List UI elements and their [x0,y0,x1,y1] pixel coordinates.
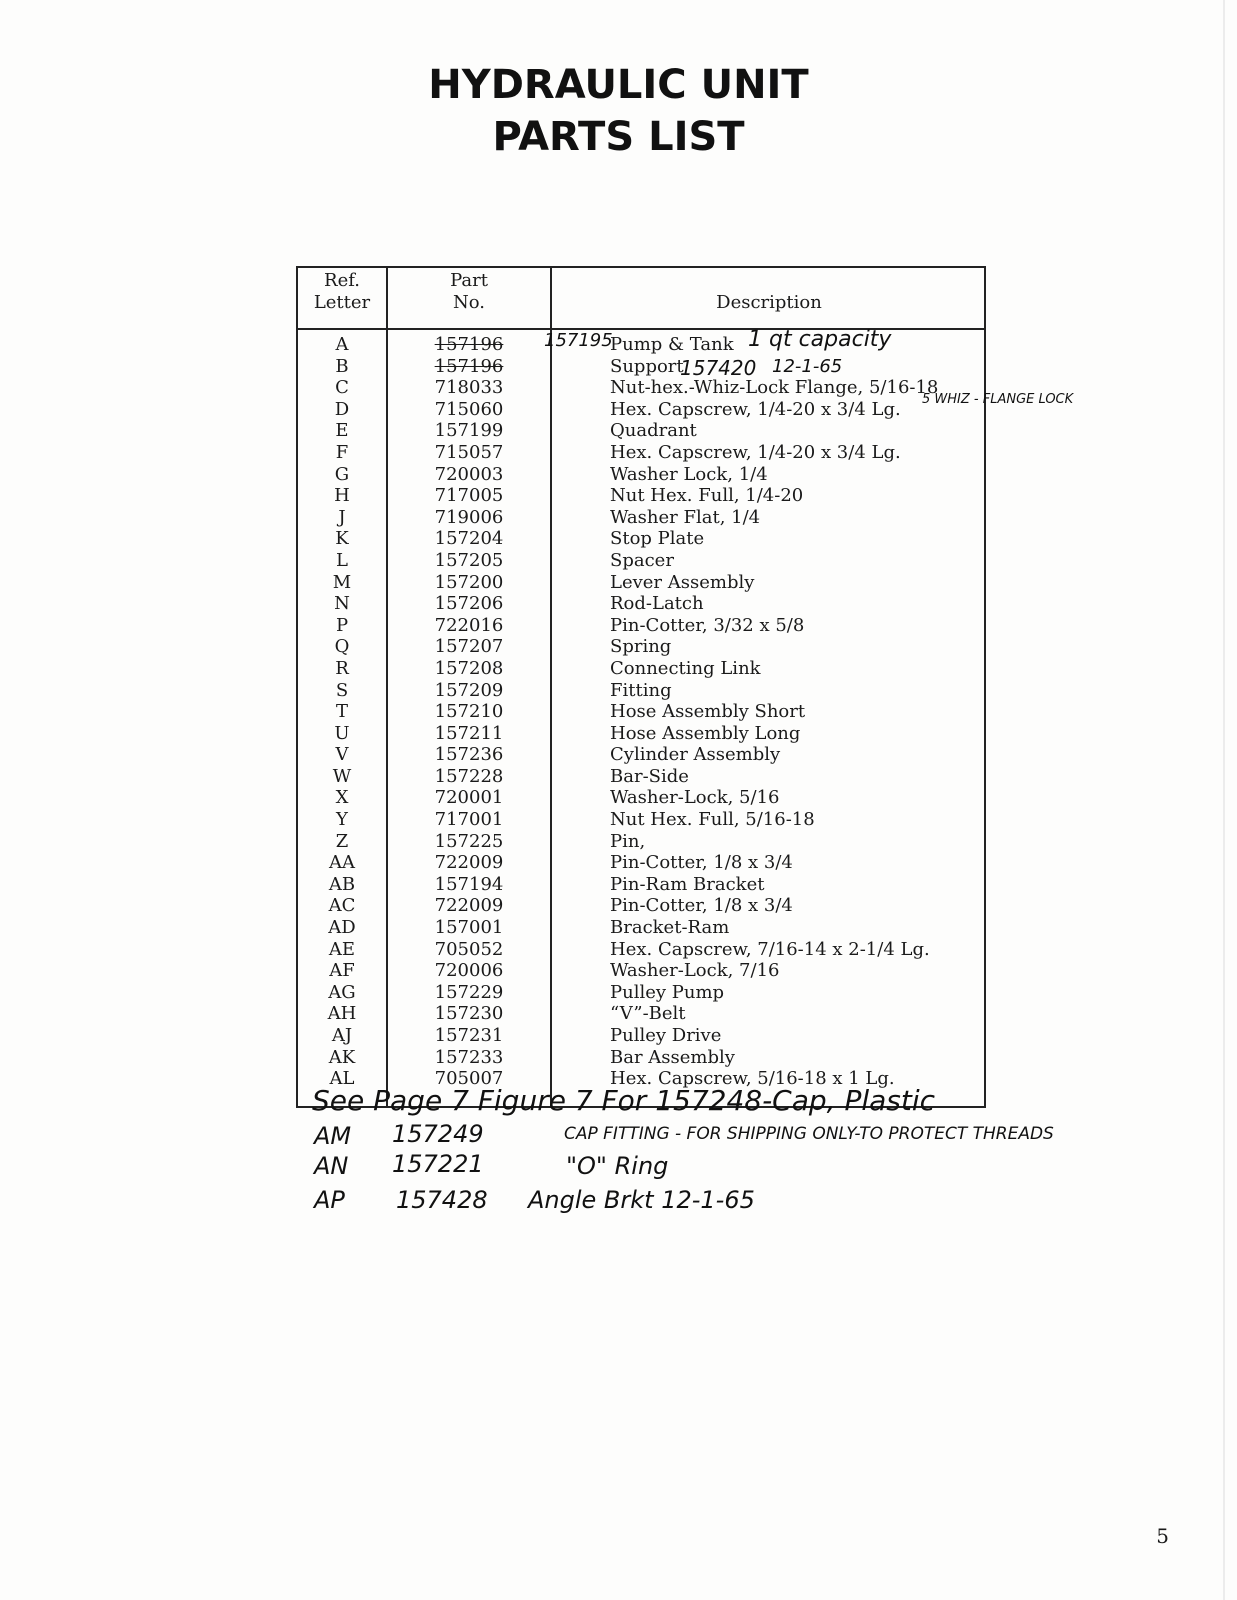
description-cell: Hose Assembly Long [610,722,801,744]
handwritten-am-ref: AM [314,1122,352,1150]
description-cell: Spring [610,636,672,658]
description-cell: Bar-Side [610,765,689,787]
table-row [298,895,984,917]
handwritten-capacity: 1 qt capacity [748,327,892,352]
table-row [298,680,984,702]
ref-letter-cell: N [334,593,350,615]
table-row [298,1047,984,1069]
description-cell: Rod-Latch [610,593,704,615]
table-row [298,420,984,442]
part-number-cell: 157210 [434,701,504,723]
ref-letter-cell: X [335,787,349,809]
part-number-cell: 717005 [434,485,504,507]
ref-letter-cell: C [335,377,349,399]
table-row [298,809,984,831]
part-number-cell: 722009 [434,895,504,917]
part-number-cell: 157205 [434,549,504,571]
table-row [298,550,984,572]
table-row [298,377,984,399]
page-number: 5 [1156,1524,1169,1548]
table-row [298,464,984,486]
part-number-cell: 157194 [434,873,504,895]
ref-letter-cell: U [334,722,350,744]
table-row [298,917,984,939]
ref-letter-cell: AC [328,895,356,917]
part-number-cell: 157207 [434,636,504,658]
ref-letter-cell: T [335,701,348,723]
part-number-cell: 717001 [434,809,504,831]
description-cell: Nut Hex. Full, 1/4-20 [610,485,804,507]
ref-letter-cell: P [335,614,349,636]
ref-letter-cell: A [335,334,349,355]
description-header: Description [716,292,822,313]
handwritten-part-b: 157420 [680,356,757,380]
description-cell: Bracket-Ram [610,917,730,939]
description-cell: Fitting [610,679,672,701]
part-number-cell: 157211 [434,722,504,744]
ref-letter-cell: W [332,765,352,787]
table-row [298,658,984,680]
table-row [298,442,984,464]
part-number-cell: 157231 [434,1025,504,1046]
description-cell: Lever Assembly [610,571,755,593]
description-cell: Pin-Cotter, 1/8 x 3/4 [610,852,793,874]
ref-letter-cell: AF [329,960,355,982]
ref-letter-cell: E [335,420,349,442]
ref-letter-cell: F [335,441,349,463]
description-cell: Washer Lock, 1/4 [610,463,768,485]
part-number-cell: 720001 [434,787,504,809]
table-row [298,1003,984,1025]
ref-letter-cell: AA [329,852,355,874]
table-row [298,636,984,658]
handwritten-flange-lock: 5 WHIZ - FLANGE LOCK [922,392,1074,407]
part-number-cell: 157200 [434,571,504,593]
ref-letter-cell: R [335,657,349,679]
ref-letter-cell: AL [329,1068,355,1090]
part-number-cell: 157229 [434,981,504,1003]
description-cell: Pump & Tank [610,334,734,355]
table-row [298,831,984,853]
description-cell: Nut Hex. Full, 5/16-18 [610,809,815,831]
ref-letter-cell: M [332,571,352,593]
part-number-cell: 157001 [434,917,504,939]
part-number-cell: 705007 [434,1068,504,1090]
description-cell: Hose Assembly Short [610,701,806,723]
description-cell: Pin, [610,830,646,852]
ref-letter-cell: AH [327,1003,357,1025]
table-row [298,982,984,1004]
ref-letter-cell: Y [336,809,348,831]
description-cell: Washer-Lock, 5/16 [610,787,780,809]
description-cell: Hex. Capscrew, 7/16-14 x 2-1/4 Lg. [610,938,930,960]
ref-letter-cell: V [335,744,349,766]
description-cell: Hex. Capscrew, 1/4-20 x 3/4 Lg. [610,398,901,420]
table-row [298,787,984,809]
description-cell: Hex. Capscrew, 5/16-18 x 1 Lg. [610,1068,895,1090]
ref-letter-cell: G [334,463,350,485]
description-cell: Pin-Cotter, 1/8 x 3/4 [610,895,793,917]
part-number-cell: 157225 [434,830,504,852]
header-part-line2: No. [453,292,485,313]
ref-letter-cell: Q [334,636,350,658]
table-row [298,615,984,637]
handwritten-ap-ref: AP [314,1186,345,1214]
handwritten-ap-part: 157428 [396,1186,488,1214]
table-row [298,507,984,529]
part-number-cell: 157196 [434,334,504,355]
description-cell: Washer Flat, 1/4 [610,506,761,528]
description-cell: Quadrant [610,420,697,442]
description-cell: Connecting Link [610,657,761,679]
handwritten-an-ref: AN [314,1152,349,1180]
part-number-cell: 720003 [434,463,504,485]
table-row [298,593,984,615]
part-no-header [388,270,550,314]
part-number-cell: 157236 [434,744,504,766]
table-row [298,528,984,550]
handwritten-an-desc: "O" Ring [566,1152,669,1180]
table-row [298,572,984,594]
table-row [298,939,984,961]
part-number-cell: 718033 [434,377,504,399]
table-row [298,399,984,421]
description-cell: Washer-Lock, 7/16 [610,960,780,982]
part-number-cell: 157204 [434,528,504,550]
ref-letter-cell: H [334,485,350,507]
description-cell: Hex. Capscrew, 1/4-20 x 3/4 Lg. [610,441,901,463]
part-number-cell: 715060 [434,398,504,420]
part-number-cell: 715057 [434,441,504,463]
table-body [298,334,984,1090]
ref-letter-cell: AD [328,917,356,939]
part-number-cell: 722009 [434,852,504,874]
ref-letter-cell: AE [328,938,356,960]
part-number-cell: 719006 [434,506,504,528]
ref-letter-cell: J [338,506,346,528]
table-row [298,723,984,745]
table-row [298,852,984,874]
page-title: HYDRAULIC UNIT [428,62,809,108]
ref-letter-cell: Z [335,830,349,852]
table-row [298,701,984,723]
part-number-cell: 157196 [434,355,504,377]
handwritten-date-b: 12-1-65 [772,356,843,377]
ref-letter-cell: AB [328,873,356,895]
part-number-cell: 157199 [434,420,504,442]
table-row [298,744,984,766]
header-ref-line1: Ref. [324,270,360,291]
description-cell: Pin-Ram Bracket [610,873,765,895]
part-number-cell: 157206 [434,593,504,615]
description-cell: Nut-hex.-Whiz-Lock Flange, 5/16-18 [610,377,939,399]
part-number-cell: 157208 [434,657,504,679]
part-number-cell: 157228 [434,765,504,787]
table-row [298,874,984,896]
table-row [298,1025,984,1047]
description-cell: Support [610,355,684,377]
handwritten-see-note: See Page 7 Figure 7 For 157248-Cap, Plastic [312,1084,936,1117]
table-row [298,960,984,982]
part-number-cell: 720006 [434,960,504,982]
ref-letter-cell: AG [328,981,356,1003]
page-edge [1223,0,1225,1600]
description-cell: Cylinder Assembly [610,744,781,766]
table-row [298,766,984,788]
page-subtitle: PARTS LIST [492,114,745,160]
header-ref-line2: Letter [313,292,371,313]
ref-letter-cell: AK [328,1046,356,1068]
description-cell: “V”-Belt [610,1003,686,1025]
ref-letter-cell: S [335,679,349,701]
description-cell: Spacer [610,549,674,571]
part-number-cell: 157233 [434,1046,504,1068]
description-cell: Pulley Drive [610,1025,722,1046]
description-cell: Pulley Pump [610,981,725,1003]
table-row [298,485,984,507]
description-cell: Pin-Cotter, 3/32 x 5/8 [610,614,805,636]
part-number-cell: 157230 [434,1003,504,1025]
ref-letter-cell: B [335,355,349,377]
handwritten-ap-desc: Angle Brkt 12-1-65 [528,1186,755,1214]
handwritten-am-desc: CAP FITTING - FOR SHIPPING ONLY-TO PROTECT THREADS [564,1124,1054,1144]
part-number-cell: 705052 [434,938,504,960]
ref-letter-cell: AJ [331,1025,353,1046]
ref-letter-cell: L [336,549,348,571]
part-number-cell: 157209 [434,679,504,701]
handwritten-am-part: 157249 [392,1120,484,1148]
part-number-cell: 722016 [434,614,504,636]
ref-letter-cell: K [335,528,349,550]
handwritten-part-a: 157195 [544,330,613,351]
parts-table [296,266,986,1108]
ref-letter-cell: D [334,398,350,420]
handwritten-an-part: 157221 [392,1150,484,1178]
description-cell: Stop Plate [610,528,705,550]
header-part-line1: Part [450,270,488,291]
ref-letter-header [298,270,386,314]
description-cell: Bar Assembly [610,1046,735,1068]
table-row [298,356,984,378]
